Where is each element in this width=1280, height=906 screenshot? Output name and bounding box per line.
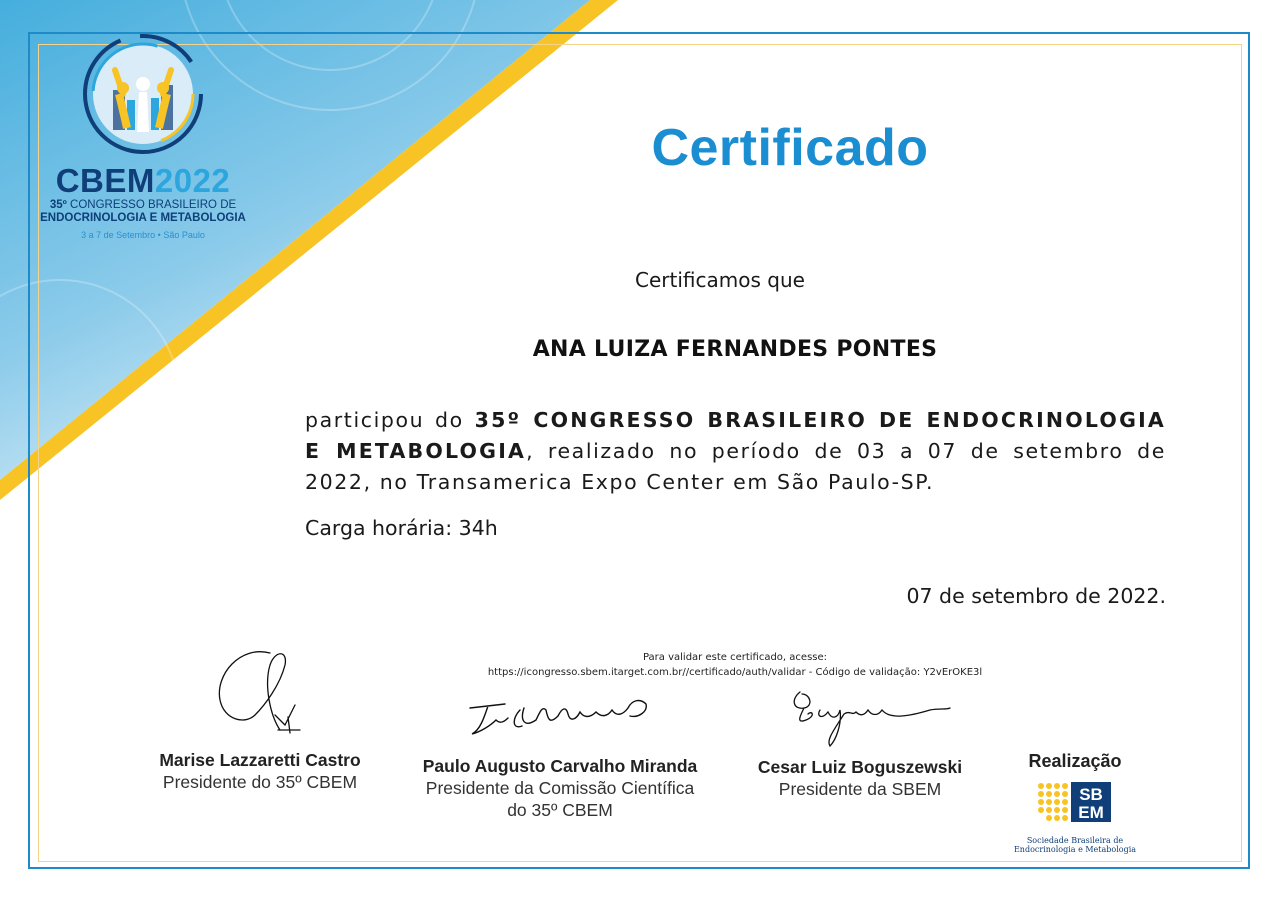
congress-emblem-icon <box>79 30 207 158</box>
recipient-name: ANA LUIZA FERNANDES PONTES <box>532 337 938 362</box>
svg-text:EM: EM <box>1078 803 1104 822</box>
sbem-logo-icon <box>1035 780 1115 830</box>
event-logo <box>38 30 248 240</box>
signature-block-3 <box>750 680 970 800</box>
event-logo-name: CBEM2022 <box>55 162 231 199</box>
signature-block-1 <box>140 645 380 793</box>
handwritten-signature-3 <box>760 680 960 752</box>
signer-role-1: Presidente do 35º CBEM <box>162 772 358 792</box>
validation-info <box>430 650 1040 680</box>
svg-text:SB: SB <box>1079 785 1103 804</box>
certificate-body: participou do 35º CONGRESSO BRASILEIRO DE ENDOCRINOLOGIA E METABOLOGIA, realizado no período de 03 a 07 de setembro de 2022, no Transamerica Expo Center em São Paulo-SP. <box>305 408 1166 494</box>
signer-role-3: Presidente da SBEM <box>778 779 942 799</box>
event-name: 35º CONGRESSO BRASILEIRO DE ENDOCRINOLOGIA E METABOLOGIA <box>305 408 1166 463</box>
workload: Carga horária: 34h <box>305 516 498 540</box>
issue-date: 07 de setembro de 2022. <box>906 584 1166 608</box>
validation-instruction: Para validar este certificado, acesse: <box>642 652 828 663</box>
signer-name-1: Marise Lazzaretti Castro <box>159 750 361 770</box>
organizer-block <box>1000 751 1150 854</box>
signer-name-2: Paulo Augusto Carvalho Miranda <box>422 756 698 776</box>
certificate-intro: Certificamos que <box>635 268 805 292</box>
organizer-label: Realização <box>1028 751 1122 771</box>
signature-block-2 <box>410 690 710 821</box>
handwritten-signature-1 <box>200 645 320 745</box>
signer-name-3: Cesar Luiz Boguszewski <box>757 757 963 777</box>
organizer-caption: Sociedade Brasileira de Endocrinologia e Metabologia <box>1013 836 1137 854</box>
event-logo-dates: 3 a 7 de Setembro • São Paulo <box>81 230 205 240</box>
event-logo-line1: 35º CONGRESSO BRASILEIRO DE <box>49 199 237 211</box>
signer-role-2: Presidente da Comissão Científica do 35º CBEM <box>425 778 695 820</box>
event-logo-line2: ENDOCRINOLOGIA E METABOLOGIA <box>40 212 246 224</box>
certificate-title: Certificado <box>651 119 929 177</box>
handwritten-signature-2 <box>450 690 670 745</box>
validation-url[interactable]: https://icongresso.sbem.itarget.com.br//certificado/auth/validar - Código de validação: Y2vErOKE3l <box>487 667 983 678</box>
